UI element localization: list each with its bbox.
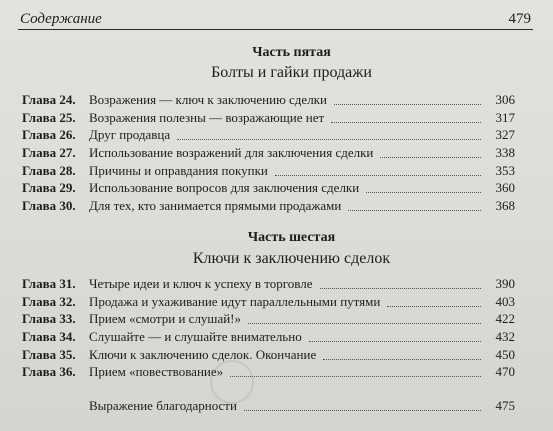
chapter-page: 470 bbox=[495, 364, 515, 380]
toc-entry-acknowledgements bbox=[89, 398, 515, 414]
chapter-page: 403 bbox=[495, 293, 515, 309]
part-five-subtitle: Болты и гайки продажи bbox=[211, 64, 372, 81]
part-five-title: Часть пятая bbox=[252, 45, 331, 60]
toc-entry bbox=[22, 126, 515, 144]
chapter-label: Глава 36. bbox=[22, 364, 76, 380]
chapter-page: 327 bbox=[495, 127, 515, 143]
dot-leader bbox=[380, 156, 481, 158]
dot-leader bbox=[323, 358, 481, 360]
dot-leader bbox=[366, 191, 481, 193]
part-six-title: Часть шестая bbox=[247, 230, 336, 245]
toc-entry bbox=[22, 162, 515, 180]
chapter-title: Ключи к заключению сделок. Окончание bbox=[89, 346, 317, 362]
dot-leader bbox=[230, 375, 481, 377]
dot-leader bbox=[177, 138, 481, 140]
running-head-page-number: 479 bbox=[508, 11, 531, 27]
toc-entry bbox=[22, 179, 515, 197]
part-six-subtitle: Ключи к заключению сделок bbox=[192, 250, 391, 267]
running-head bbox=[20, 6, 531, 28]
dot-leader bbox=[244, 409, 481, 411]
chapter-title: Возражения — ключ к заключению сделки bbox=[89, 92, 327, 107]
chapter-label: Глава 30. bbox=[22, 198, 76, 214]
chapter-label: Глава 32. bbox=[22, 293, 76, 309]
toc-entry bbox=[22, 144, 515, 162]
chapter-page: 306 bbox=[495, 92, 515, 107]
toc-entry bbox=[22, 91, 515, 109]
chapter-label: Глава 26. bbox=[22, 127, 76, 143]
dot-leader bbox=[387, 305, 481, 307]
chapter-title: Использование возражений для заключения сделки bbox=[89, 145, 374, 161]
dot-leader bbox=[309, 340, 481, 342]
toc-entry bbox=[22, 310, 515, 328]
chapter-title: Для тех, кто занимается прямыми продажами bbox=[89, 198, 342, 214]
chapter-page: 390 bbox=[495, 276, 515, 291]
dot-leader bbox=[334, 103, 481, 105]
chapter-title: Прием «повествование» bbox=[89, 364, 224, 380]
chapter-page: 353 bbox=[495, 162, 515, 178]
chapter-label: Глава 24. bbox=[22, 92, 76, 107]
chapter-page: 432 bbox=[495, 329, 515, 345]
acknowledgements-page: 475 bbox=[495, 398, 515, 413]
chapter-label: Глава 27. bbox=[22, 145, 76, 161]
toc-entry bbox=[22, 109, 515, 127]
header-rule bbox=[18, 29, 533, 30]
chapter-title: Четыре идеи и ключ к успеху в торговле bbox=[89, 276, 313, 291]
chapter-title: Прием «смотри и слушай!» bbox=[89, 311, 241, 327]
toc-entry bbox=[22, 275, 515, 293]
chapter-label: Глава 29. bbox=[22, 180, 76, 196]
chapter-page: 360 bbox=[495, 180, 515, 196]
chapter-page: 422 bbox=[495, 311, 515, 327]
chapter-label: Глава 33. bbox=[22, 311, 76, 327]
running-head-section: Содержание bbox=[20, 11, 102, 27]
toc-entry bbox=[22, 293, 515, 311]
acknowledgements-title: Выражение благодарности bbox=[89, 398, 237, 413]
chapter-label: Глава 34. bbox=[22, 329, 76, 345]
dot-leader bbox=[348, 209, 481, 211]
toc-entry bbox=[22, 346, 515, 364]
chapter-title: Причины и оправдания покупки bbox=[89, 162, 268, 178]
dot-leader bbox=[275, 174, 481, 176]
part-six-toc bbox=[22, 275, 515, 381]
chapter-label: Глава 31. bbox=[22, 276, 76, 291]
dot-leader bbox=[248, 322, 481, 324]
chapter-label: Глава 25. bbox=[22, 109, 76, 125]
chapter-page: 317 bbox=[495, 109, 515, 125]
chapter-title: Слушайте — и слушайте внимательно bbox=[89, 329, 302, 345]
chapter-page: 338 bbox=[495, 145, 515, 161]
chapter-label: Глава 35. bbox=[22, 346, 76, 362]
chapter-title: Возражения полезны — возражающие нет bbox=[89, 109, 325, 125]
chapter-label: Глава 28. bbox=[22, 162, 76, 178]
chapter-title: Использование вопросов для заключения сделки bbox=[89, 180, 360, 196]
toc-entry bbox=[22, 197, 515, 215]
toc-entry bbox=[22, 328, 515, 346]
dot-leader bbox=[320, 287, 482, 289]
dot-leader bbox=[331, 121, 481, 123]
chapter-page: 450 bbox=[495, 346, 515, 362]
toc-entry bbox=[22, 363, 515, 381]
chapter-title: Продажа и ухаживание идут параллельными путями bbox=[89, 293, 381, 309]
chapter-title: Друг продавца bbox=[89, 127, 171, 143]
part-five-toc bbox=[22, 91, 515, 215]
chapter-page: 368 bbox=[495, 198, 515, 214]
